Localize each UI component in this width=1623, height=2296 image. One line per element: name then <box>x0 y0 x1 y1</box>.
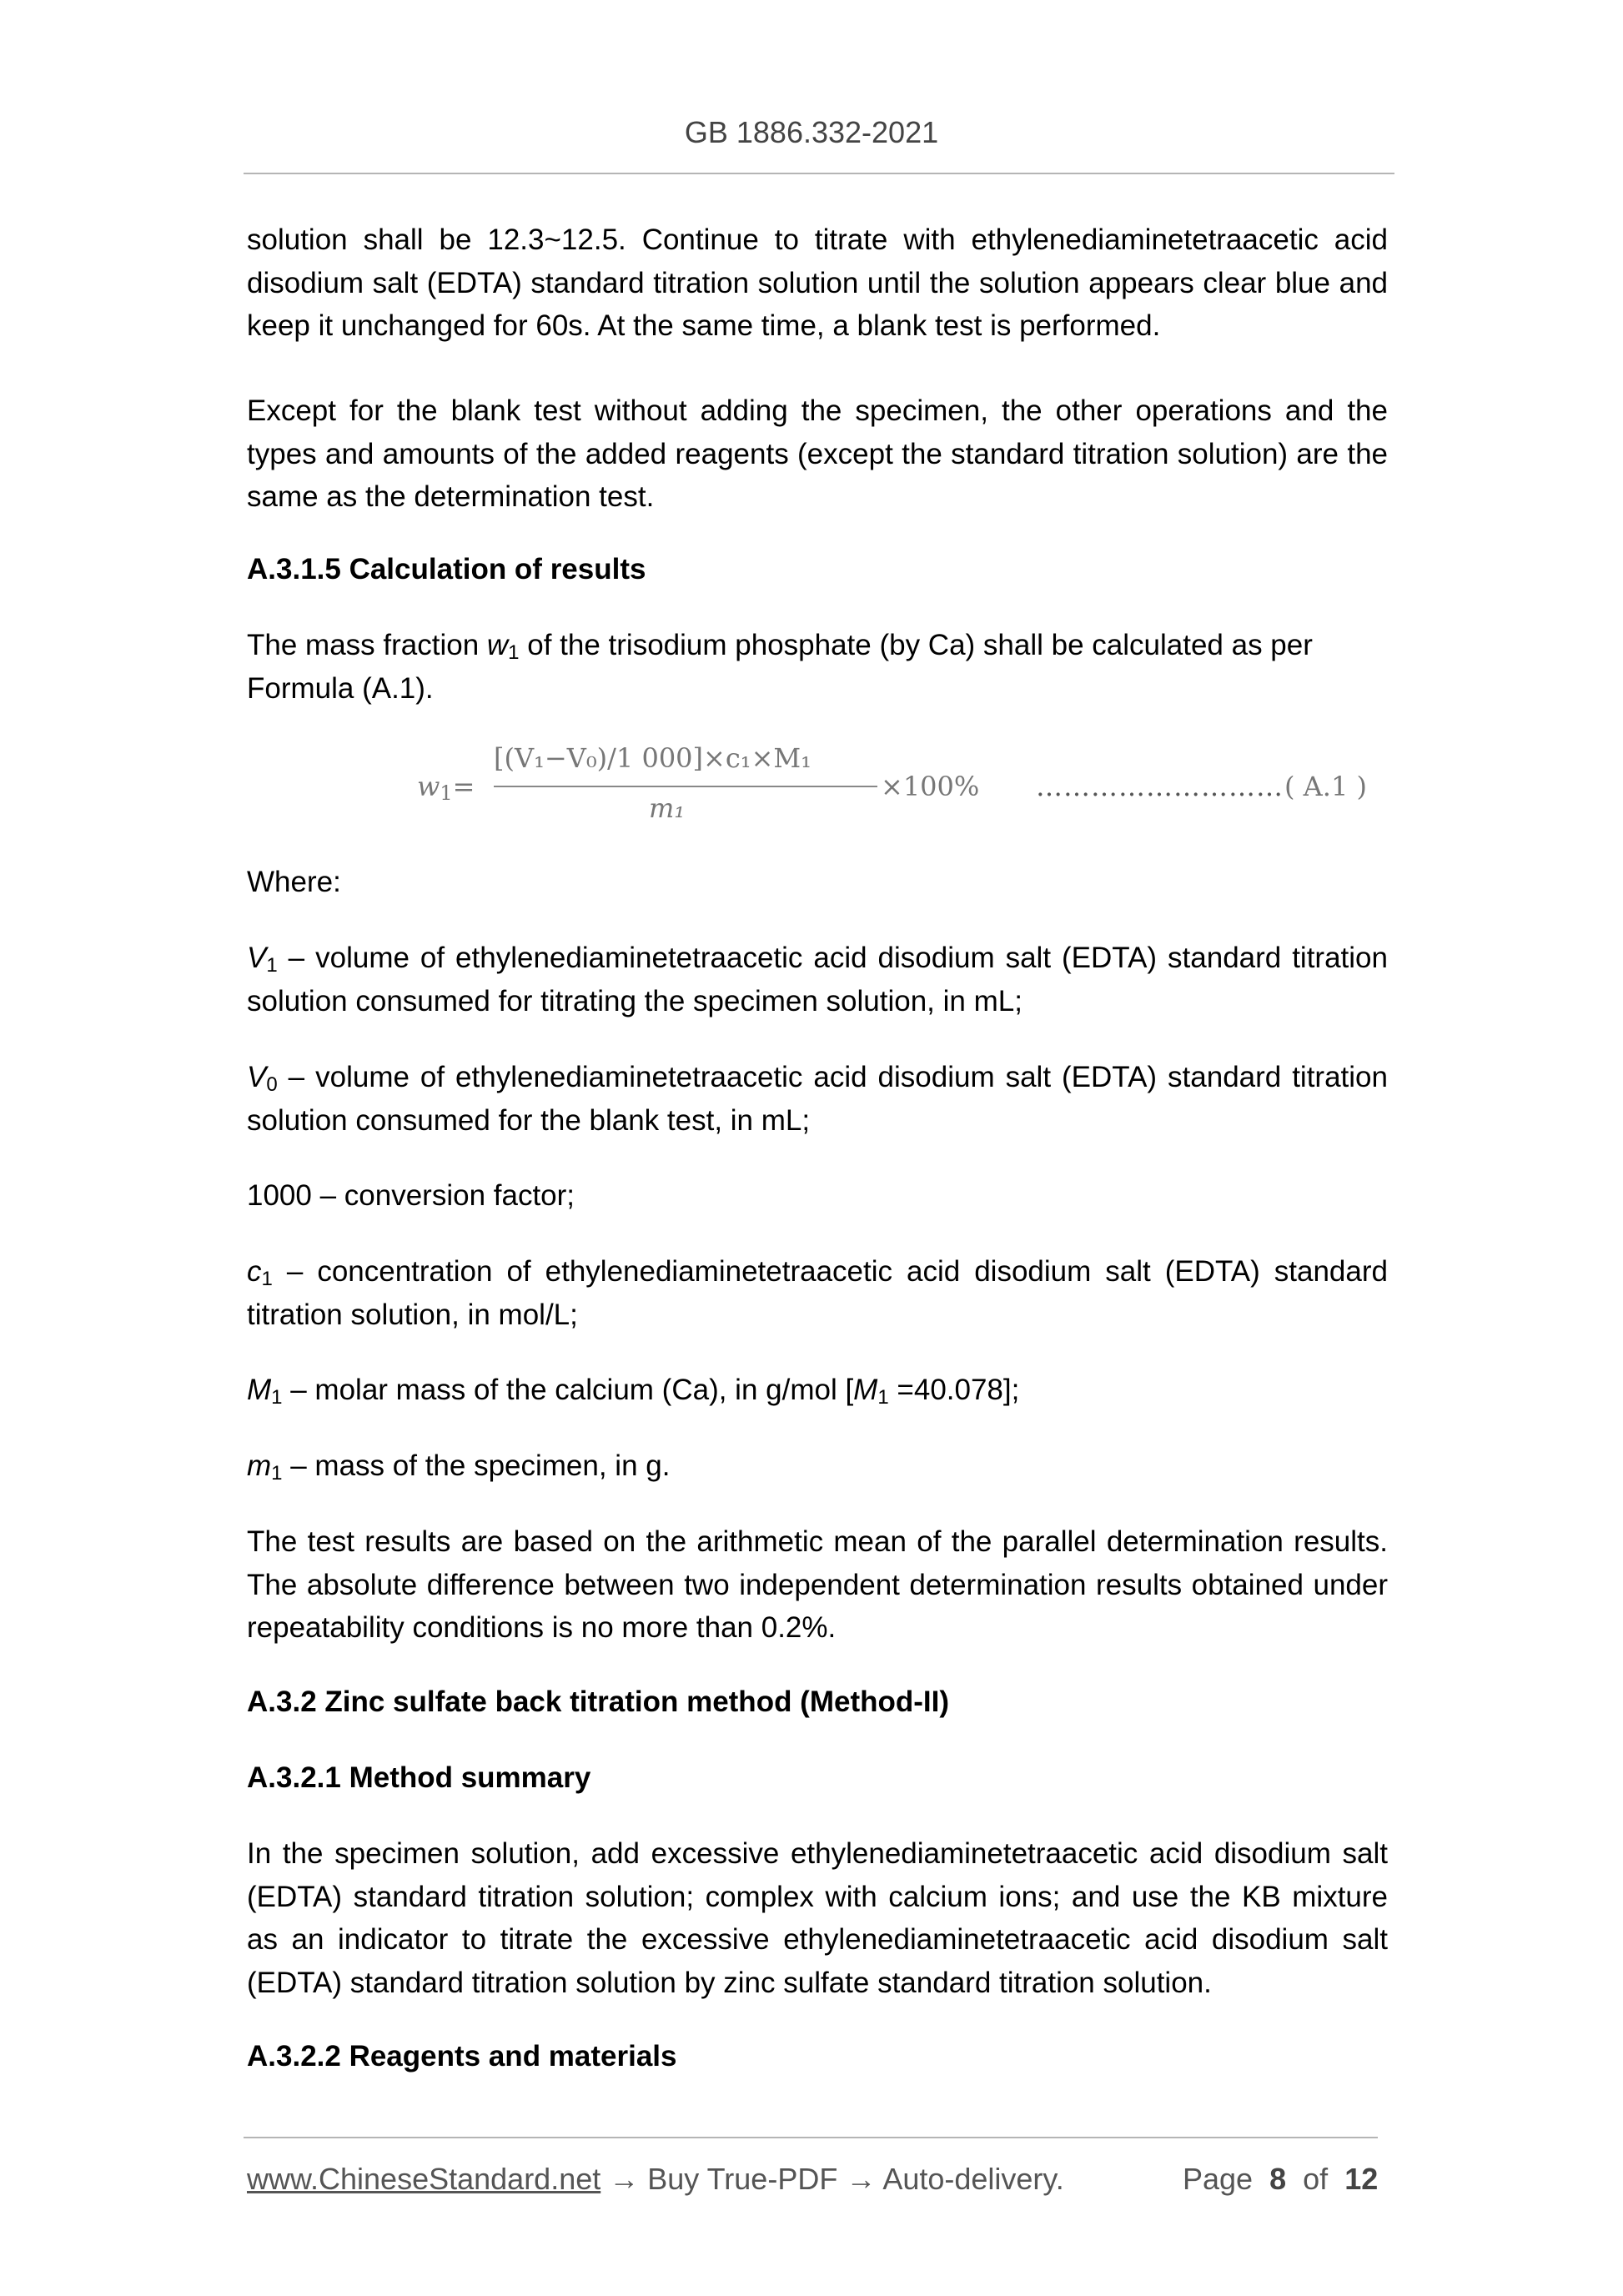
formula-lhs: $w_1=$ <box>417 771 475 805</box>
page-number: 8 <box>1269 2162 1287 2196</box>
footer-promo: www.ChineseStandard.net → Buy True-PDF → Auto-delivery. <box>247 2162 1064 2196</box>
formula-denominator: m₁ <box>649 792 686 824</box>
formula-reference: ( A.1 ) <box>1284 771 1367 802</box>
formula-multiplier: ×100% <box>881 771 980 802</box>
paragraph-blank-test: Except for the blank test without adding the specimen, the other operations and the types and amounts of the added reagents (except the standard titration solution) are the same as the determination test. <box>247 394 1388 513</box>
formula-fraction-bar <box>494 786 877 787</box>
page-indicator: Page 8 of 12 <box>1183 2162 1379 2196</box>
definition-m1-mass: $m_1$ – mass of the specimen, in g. <box>247 1449 671 1485</box>
page-total: 12 <box>1344 2162 1379 2196</box>
heading-method-summary: A.3.2.1 Method summary <box>247 1761 591 1794</box>
document-header: GB 1886.332-2021 <box>684 115 939 149</box>
heading-reagents-and-materials: A.3.2.2 Reagents and materials <box>247 2040 677 2072</box>
definition-v1: $V_1$ – volume of ethylenediaminetetraacetic acid disodium salt (EDTA) standard titration solution consumed for titrating the specimen solution, in mL; <box>247 942 1388 1017</box>
definition-c1: $c_1$ – concentration of ethylenediaminetetraacetic acid disodium salt (EDTA) standard titration solution, in mol/L; <box>247 1255 1388 1331</box>
footer-divider <box>244 2137 1378 2138</box>
heading-zinc-sulfate-method: A.3.2 Zinc sulfate back titration method (Method-II) <box>247 1686 949 1718</box>
paragraph-titration-end: solution shall be 12.3~12.5. Continue to titrate with ethylenediaminetetraacetic acid disodium salt (EDTA) standard titration solution until the solution appears clear blue and keep it unchanged for 60s. At the same time, a blank test is performed. <box>247 224 1388 342</box>
where-label: Where: <box>247 866 341 898</box>
formula-numerator: [(V₁−V₀)/1 000]×c₁×M₁ <box>494 742 812 774</box>
formula-leader-dots: ……………………… <box>1036 771 1284 802</box>
paragraph-mass-fraction: The mass fraction $w_1$ of the trisodium phosphate (by Ca) shall be calculated as per Formula (A.1). <box>247 629 1313 705</box>
paragraph-test-results: The test results are based on the arithmetic mean of the parallel determination results. The absolute difference between two independent determination results obtained under repeatability conditions is no more than 0.2%. <box>247 1525 1388 1644</box>
header-divider <box>244 173 1394 174</box>
heading-calculation-of-results: A.3.1.5 Calculation of results <box>247 553 646 585</box>
definition-conversion-factor: 1000 – conversion factor; <box>247 1179 575 1212</box>
paragraph-method-summary: In the specimen solution, add excessive ethylenediaminetetraacetic acid disodium salt (EDTA) standard titration solution; complex with calcium ions; and use the KB mixture as an indicator to titrate the excessive ethylenediaminetetraacetic acid disodium salt (EDTA) standard titration solution by zinc sulfate standard titration solution. <box>247 1837 1388 1999</box>
formula-a1 <box>417 742 1401 834</box>
footer-website-link[interactable]: www.ChineseStandard.net <box>247 2162 601 2196</box>
definition-m1-molar: $M_1$ – molar mass of the calcium (Ca), in g/mol $[M_1 =40.078]$; <box>247 1374 1020 1409</box>
definition-v0: $V_0$ – volume of ethylenediaminetetraacetic acid disodium salt (EDTA) standard titration solution consumed for the blank test, in mL; <box>247 1061 1388 1137</box>
